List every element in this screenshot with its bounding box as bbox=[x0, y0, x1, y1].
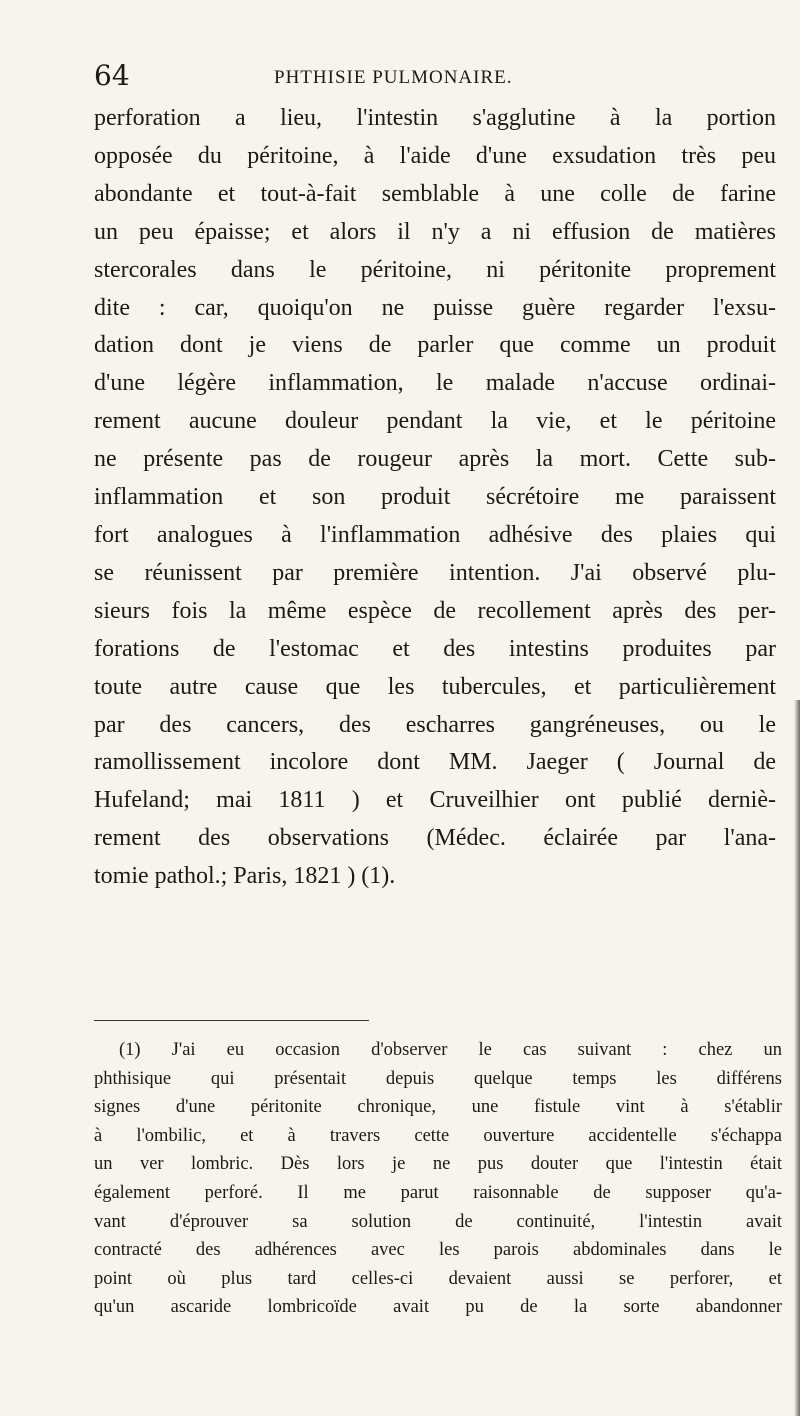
text-line: ramollissement incolore dont MM. Jaeger ( Journal de bbox=[94, 749, 776, 776]
page-header bbox=[94, 56, 784, 96]
text-line: d'une légère inflammation, le malade n'accuse ordinai- bbox=[94, 370, 776, 397]
footnote-line: vant d'éprouver sa solution de continuité, l'intestin avait bbox=[94, 1211, 782, 1232]
text-line: se réunissent par première intention. J'ai observé plu- bbox=[94, 559, 776, 586]
footnote-line: à l'ombilic, et à travers cette ouverture accidentelle s'échappa bbox=[94, 1125, 782, 1146]
text-line: ne présente pas de rougeur après la mort. Cette sub- bbox=[94, 446, 776, 473]
text-line: forations de l'estomac et des intestins produites par bbox=[94, 635, 776, 662]
footnote-line: (1) J'ai eu occasion d'observer le cas suivant : chez un bbox=[119, 1040, 782, 1060]
text-line: stercorales dans le péritoine, ni péritonite proprement bbox=[94, 256, 776, 283]
main-text bbox=[94, 100, 776, 896]
footnote bbox=[94, 1036, 782, 1322]
page-edge-shadow bbox=[794, 700, 800, 1416]
text-line: abondante et tout-à-fait semblable à une colle de farine bbox=[94, 180, 776, 207]
footnote-rule bbox=[94, 1020, 369, 1021]
text-line: Hufeland; mai 1811 ) et Cruveilhier ont publié derniè- bbox=[94, 787, 776, 814]
footnote-line: point où plus tard celles-ci devaient aussi se perforer, et bbox=[94, 1268, 782, 1289]
text-line: toute autre cause que les tubercules, et particulièrement bbox=[94, 673, 776, 700]
text-line: perforation a lieu, l'intestin s'agglutine à la portion bbox=[94, 105, 776, 131]
footnote-line: également perforé. Il me parut raisonnable de supposer qu'a- bbox=[94, 1182, 782, 1203]
page-number: 64 bbox=[94, 59, 130, 92]
text-line: dite : car, quoiqu'on ne puisse guère regarder l'exsu- bbox=[94, 294, 776, 321]
text-line: un peu épaisse; et alors il n'y a ni effusion de matières bbox=[94, 218, 776, 245]
text-line: dation dont je viens de parler que comme un produit bbox=[94, 332, 776, 359]
text-line: rement aucune douleur pendant la vie, et le péritoine bbox=[94, 408, 776, 435]
text-line: tomie pathol.; Paris, 1821 ) (1). bbox=[94, 863, 396, 890]
running-head: PHTHISIE PULMONAIRE. bbox=[274, 67, 513, 88]
footnote-line: phthisique qui présentait depuis quelque temps les différens bbox=[94, 1068, 782, 1089]
text-line: fort analogues à l'inflammation adhésive des plaies qui bbox=[94, 521, 776, 548]
footnote-line: contracté des adhérences avec les parois abdominales dans le bbox=[94, 1240, 782, 1261]
text-line: sieurs fois la même espèce de recollement après des per- bbox=[94, 597, 776, 624]
text-line: rement des observations (Médec. éclairée par l'ana- bbox=[94, 825, 776, 852]
footnote-line: signes d'une péritonite chronique, une fistule vint à s'établir bbox=[94, 1097, 782, 1118]
footnote-line: un ver lombric. Dès lors je ne pus douter que l'intestin était bbox=[94, 1154, 782, 1175]
text-line: opposée du péritoine, à l'aide d'une exsudation très peu bbox=[94, 142, 776, 169]
footnote-line: qu'un ascaride lombricoïde avait pu de la sorte abandonner bbox=[94, 1297, 782, 1318]
text-line: inflammation et son produit sécrétoire me paraissent bbox=[94, 484, 776, 511]
text-line: par des cancers, des escharres gangréneuses, ou le bbox=[94, 711, 776, 738]
